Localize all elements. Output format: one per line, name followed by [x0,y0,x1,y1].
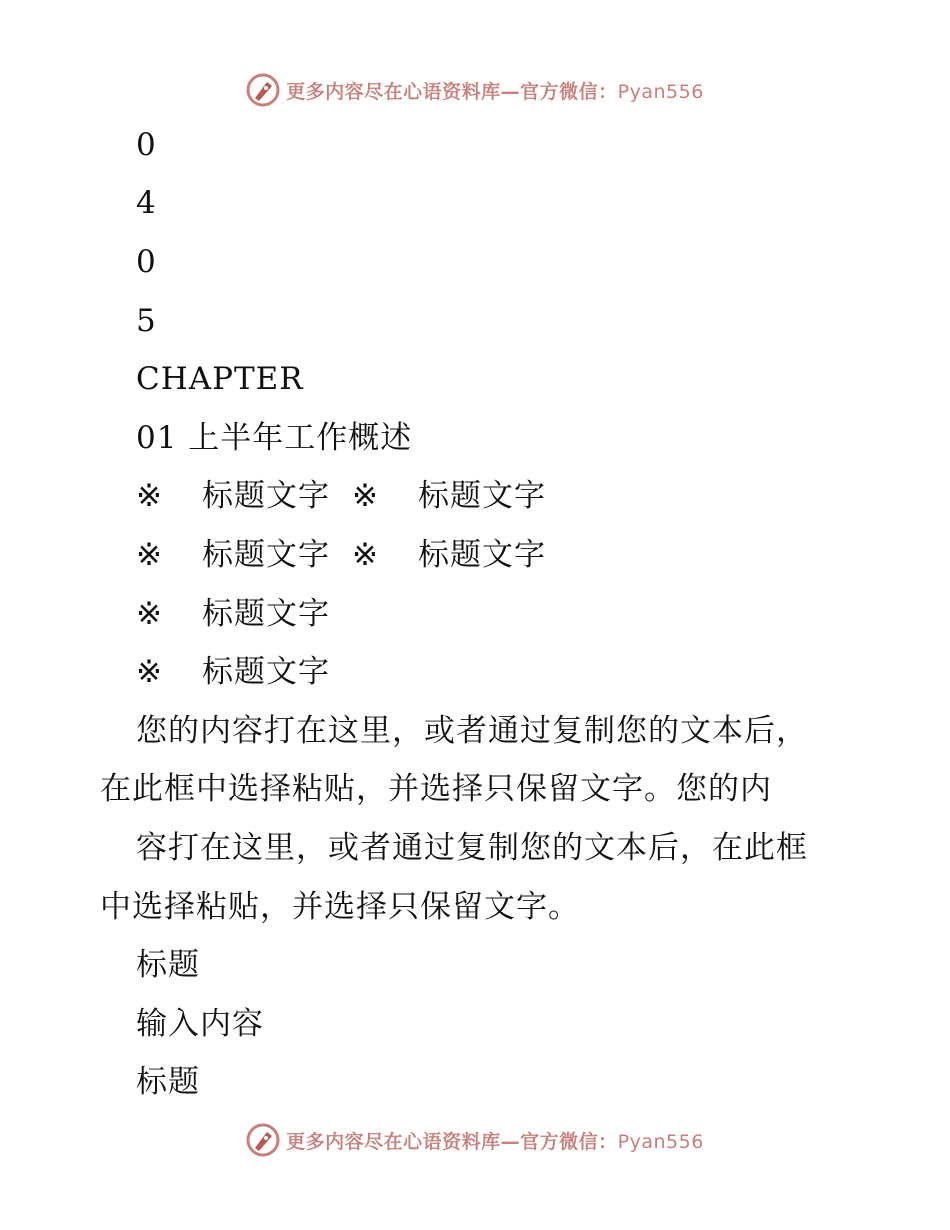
title-text-label: 标题文字 [202,537,330,573]
title-text-label: 标题文字 [202,596,330,632]
paragraph-line: 中选择粘贴，并选择只保留文字。 [100,889,580,925]
title-text-label: 标题文字 [418,537,546,573]
title-text-row [136,585,330,643]
chapter-label: CHAPTER [136,361,304,397]
input-content-text: 输入内容 [136,1006,264,1042]
reference-mark: ※ [352,537,379,573]
title-text-label: 标题文字 [418,478,546,514]
section-heading: 标题 [136,947,200,983]
paragraph-line: 您的内容打在这里，或者通过复制您的文本后， [136,713,808,749]
watermark-text: 更多内容尽在心语资料库—官方微信：Pyan556 [286,1130,704,1153]
paragraph-line: 容打在这里，或者通过复制您的文本后，在此框 [136,830,808,866]
chapter-title: 01 上半年工作概述 [136,420,413,456]
reference-mark: ※ [352,478,379,514]
title-text-row [136,526,546,584]
title-text-label: 标题文字 [202,478,330,514]
reference-mark: ※ [136,537,163,573]
text-line-digit: 4 [136,185,157,221]
reference-mark: ※ [136,478,163,514]
reference-mark: ※ [136,654,163,690]
pen-nib-icon [246,1123,280,1157]
text-line-digit: 0 [136,244,157,280]
title-text-row [136,467,546,525]
pen-nib-icon [246,73,280,107]
text-line-digit: 0 [136,127,157,163]
title-text-label: 标题文字 [202,654,330,690]
reference-mark: ※ [136,596,163,632]
section-heading: 标题 [136,1064,200,1100]
title-text-row [136,643,330,701]
paragraph-line: 在此框中选择粘贴，并选择只保留文字。您的内 [100,771,772,807]
watermark-text: 更多内容尽在心语资料库—官方微信：Pyan556 [286,80,704,103]
text-line-digit: 5 [136,303,157,339]
header-watermark [0,70,950,110]
footer-watermark [0,1120,950,1160]
